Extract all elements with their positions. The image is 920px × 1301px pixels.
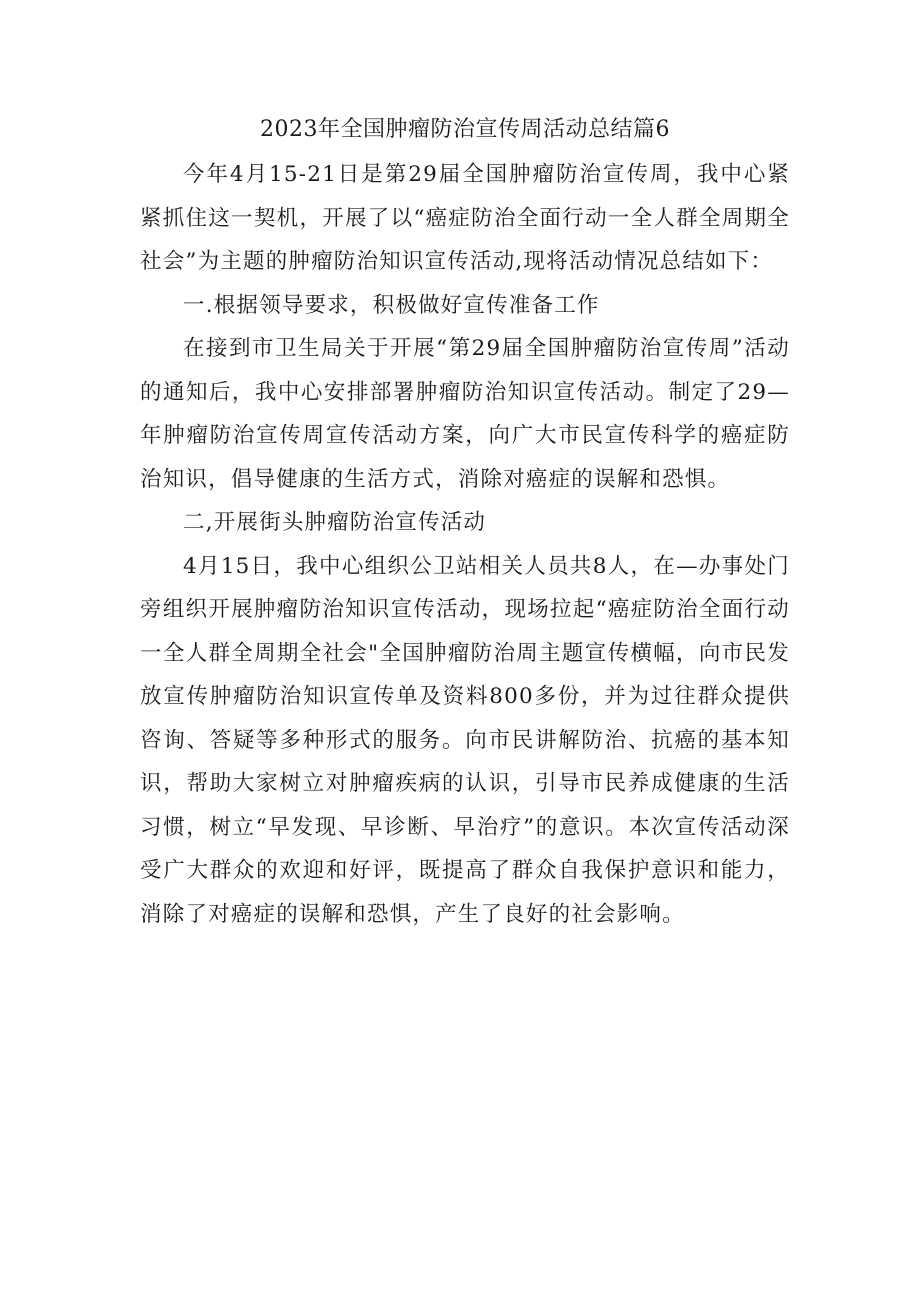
intro-paragraph: 今年4月15-21日是第29届全国肿瘤防治宣传周，我中心紧紧抓住这一契机，开展了以“癌症防治全面行动一全人群全周期全社会”为主题的肿瘤防治知识宣传活动,现将活动情况总结如下： [140,162,790,274]
document-title: 2023年全国肿瘤防治宣传周活动总结篇6 [260,117,670,142]
section-1-heading: 一.根据领导要求，积极做好宣传准备工作 [183,292,600,318]
section-1-body: 在接到市卫生局关于开展“第29届全国肿瘤防治宣传周”活动的通知后，我中心安排部署肿瘤防治知识宣传活动。制定了29—年肿瘤防治宣传周宣传活动方案，向广大市民宣传科学的癌症防治知识，倡导健康的生活方式，消除对癌症的误解和恐惧。 [140,336,790,492]
section-2-heading: 二,开展街头肿瘤防治宣传活动 [183,510,487,535]
section-2-body: 4月15日，我中心组织公卫站相关人员共8人，在—办事处门旁组织开展肿瘤防治知识宣传活动，现场拉起“癌症防治全面行动一全人群全周期全社会"全国肿瘤防治周主题宣传横幅，向市民发放宣传肿瘤防治知识宣传单及资料800多份，并为过往群众提供咨询、答疑等多种形式的服务。向市民讲解防治、抗癌的基本知识，帮助大家树立对肿瘤疾病的认识，引导市民养成健康的生活习惯，树立“早发现、早诊断、早治疗”的意识。本次宣传活动深受广大群众的欢迎和好评，既提高了群众自我保护意识和能力，消除了对癌症的误解和恐惧，产生了良好的社会影响。 [140,553,790,927]
document-body [140,113,790,936]
